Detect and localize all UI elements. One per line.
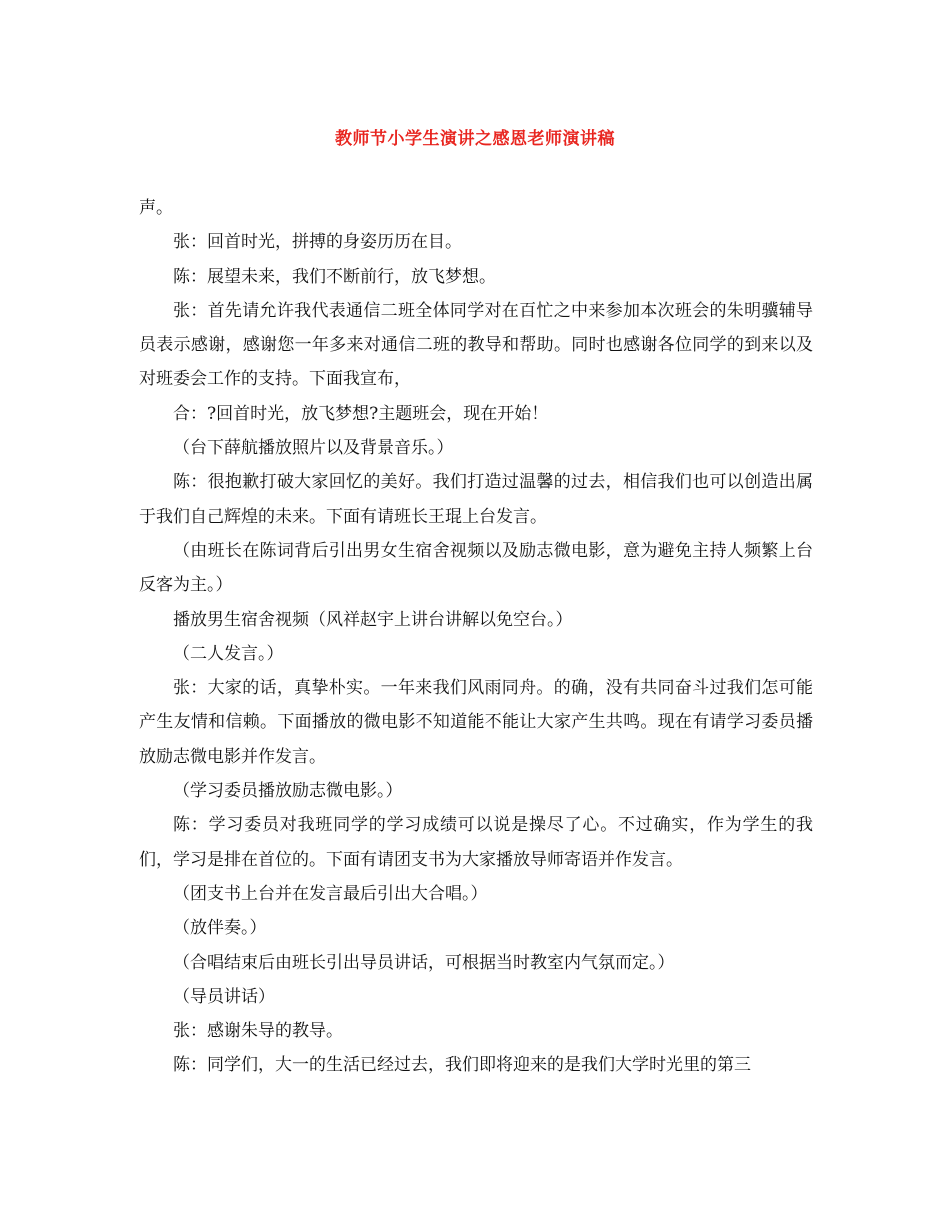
document-title: 教师节小学生演讲之感恩老师演讲稿 (335, 129, 615, 149)
paragraph: （学习委员播放励志微电影。） (173, 781, 403, 802)
paragraph: （合唱结束后由班长引出导员讲话，可根据当时教室内气氛而定。） (173, 952, 675, 973)
paragraph: 张：回首时光，拼搏的身姿历历在目。 (173, 232, 462, 253)
paragraph: （团支书上台并在发言最后引出大合唱。） (173, 883, 488, 904)
paragraph: 张：感谢朱导的教导。 (173, 1021, 343, 1042)
paragraph: （放伴奏。） (173, 918, 267, 939)
paragraph: 张：大家的话，真挚朴实。一年来我们风雨同舟。的确，没有共同奋斗过我们怎可能产生友情和信赖。下面播放的微电影不知道能不能让大家产生共鸣。现在有请学习委员播放励志微电影并作发言。 (139, 678, 813, 767)
paragraph: （二人发言。） (173, 643, 284, 664)
paragraph: 陈：同学们，大一的生活已经过去，我们即将迎来的是我们大学时光里的第三 (173, 1055, 751, 1076)
document-body (139, 191, 813, 1083)
paragraph: （台下薛航播放照片以及背景音乐。） (173, 438, 454, 459)
paragraph: 播放男生宿舍视频（风祥赵宇上讲台讲解以免空台。） (173, 609, 573, 630)
paragraph: 合：?回首时光，放飞梦想?主题班会，现在开始！ (173, 403, 549, 424)
paragraph: 陈：学习委员对我班同学的学习成绩可以说是操尽了心。不过确实，作为学生的我们，学习是排在首位的。下面有请团支书为大家播放导师寄语并作发言。 (139, 815, 813, 870)
paragraph: （导员讲话） (173, 986, 275, 1007)
paragraph: 张：首先请允许我代表通信二班全体同学对在百忙之中来参加本次班会的朱明骥辅导员表示感谢，感谢您一年多来对通信二班的教导和帮助。同时也感谢各位同学的到来以及对班委会工作的支持。下面我宣布， (139, 300, 813, 390)
paragraph: 陈：很抱歉打破大家回忆的美好。我们打造过温馨的过去，相信我们也可以创造出属于我们自己辉煌的未来。下面有请班长王琨上台发言。 (139, 472, 813, 527)
paragraph: 声。 (139, 198, 173, 218)
paragraph: （由班长在陈词背后引出男女生宿舍视频以及励志微电影，意为避免主持人频繁上台反客为主。） (139, 540, 813, 596)
paragraph: 陈：展望未来，我们不断前行，放飞梦想。 (173, 266, 496, 287)
